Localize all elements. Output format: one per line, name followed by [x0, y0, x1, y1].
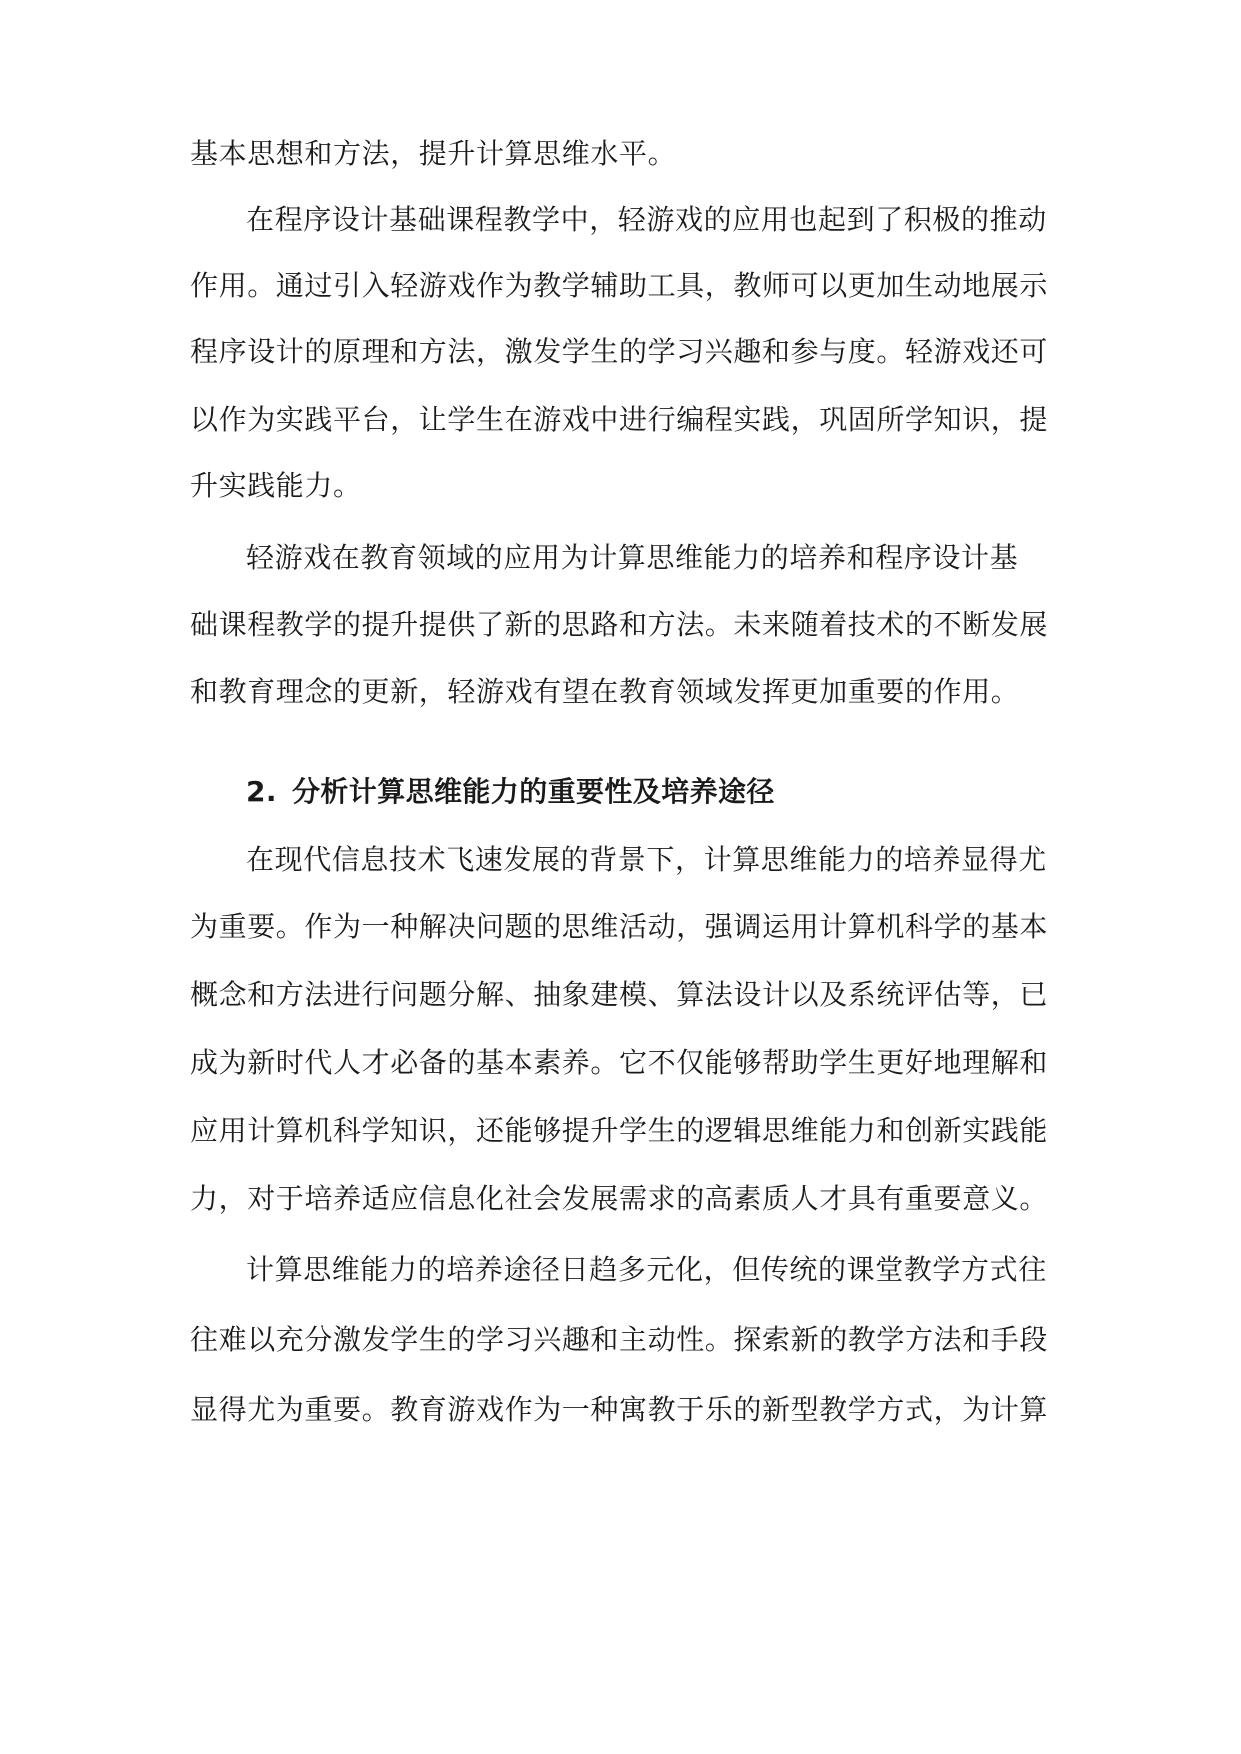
section-paragraph-2-line-1: 计算思维能力的培养途径日趋多元化，但传统的课堂教学方式往: [246, 1253, 1047, 1286]
section-heading: [246, 772, 1060, 812]
section-paragraph-2-line-3: 显得尤为重要。教育游戏作为一种寓教于乐的新型教学方式，为计算: [190, 1393, 1049, 1426]
paragraph-2-line-3: 程序设计的原理和方法，激发学生的学习兴趣和参与度。轻游戏还可: [190, 335, 1049, 368]
section-paragraph-1-line-4: 成为新时代人才必备的基本素养。它不仅能够帮助学生更好地理解和: [190, 1046, 1049, 1079]
paragraph-2-line-2: 作用。通过引入轻游戏作为教学辅助工具，教师可以更加生动地展示: [190, 269, 1049, 302]
paragraph-3-line-2: 础课程教学的提升提供了新的思路和方法。未来随着技术的不断发展: [190, 608, 1049, 641]
section-paragraph-1-line-5: 应用计算机科学知识，还能够提升学生的逻辑思维能力和创新实践能: [190, 1114, 1049, 1147]
paragraph-2-line-1: 在程序设计基础课程教学中，轻游戏的应用也起到了积极的推动: [246, 203, 1047, 236]
section-number: 2.: [246, 775, 277, 808]
paragraph-2-line-5: 升实践能力。: [190, 469, 362, 502]
section-title: 分析计算思维能力的重要性及培养途径: [292, 775, 775, 808]
section-paragraph-1-line-6: 力，对于培养适应信息化社会发展需求的高素质人才具有重要意义。: [190, 1182, 1049, 1215]
section-paragraph-2-line-2: 往难以充分激发学生的学习兴趣和主动性。探索新的教学方法和手段: [190, 1323, 1049, 1356]
section-paragraph-1-line-1: 在现代信息技术飞速发展的背景下，计算思维能力的培养显得尤: [246, 843, 1047, 876]
paragraph-3-line-1: 轻游戏在教育领域的应用为计算思维能力的培养和程序设计基: [246, 541, 1019, 574]
paragraph-3-line-3: 和教育理念的更新，轻游戏有望在教育领域发挥更加重要的作用。: [190, 675, 1020, 708]
paragraph-1-line-1: 基本思想和方法，提升计算思维水平。: [190, 137, 677, 170]
section-paragraph-1-line-2: 为重要。作为一种解决问题的思维活动，强调运用计算机科学的基本: [190, 910, 1049, 943]
paragraph-2-line-4: 以作为实践平台，让学生在游戏中进行编程实践，巩固所学知识，提: [190, 403, 1049, 436]
section-paragraph-1-line-3: 概念和方法进行问题分解、抽象建模、算法设计以及系统评估等，已: [190, 978, 1049, 1011]
